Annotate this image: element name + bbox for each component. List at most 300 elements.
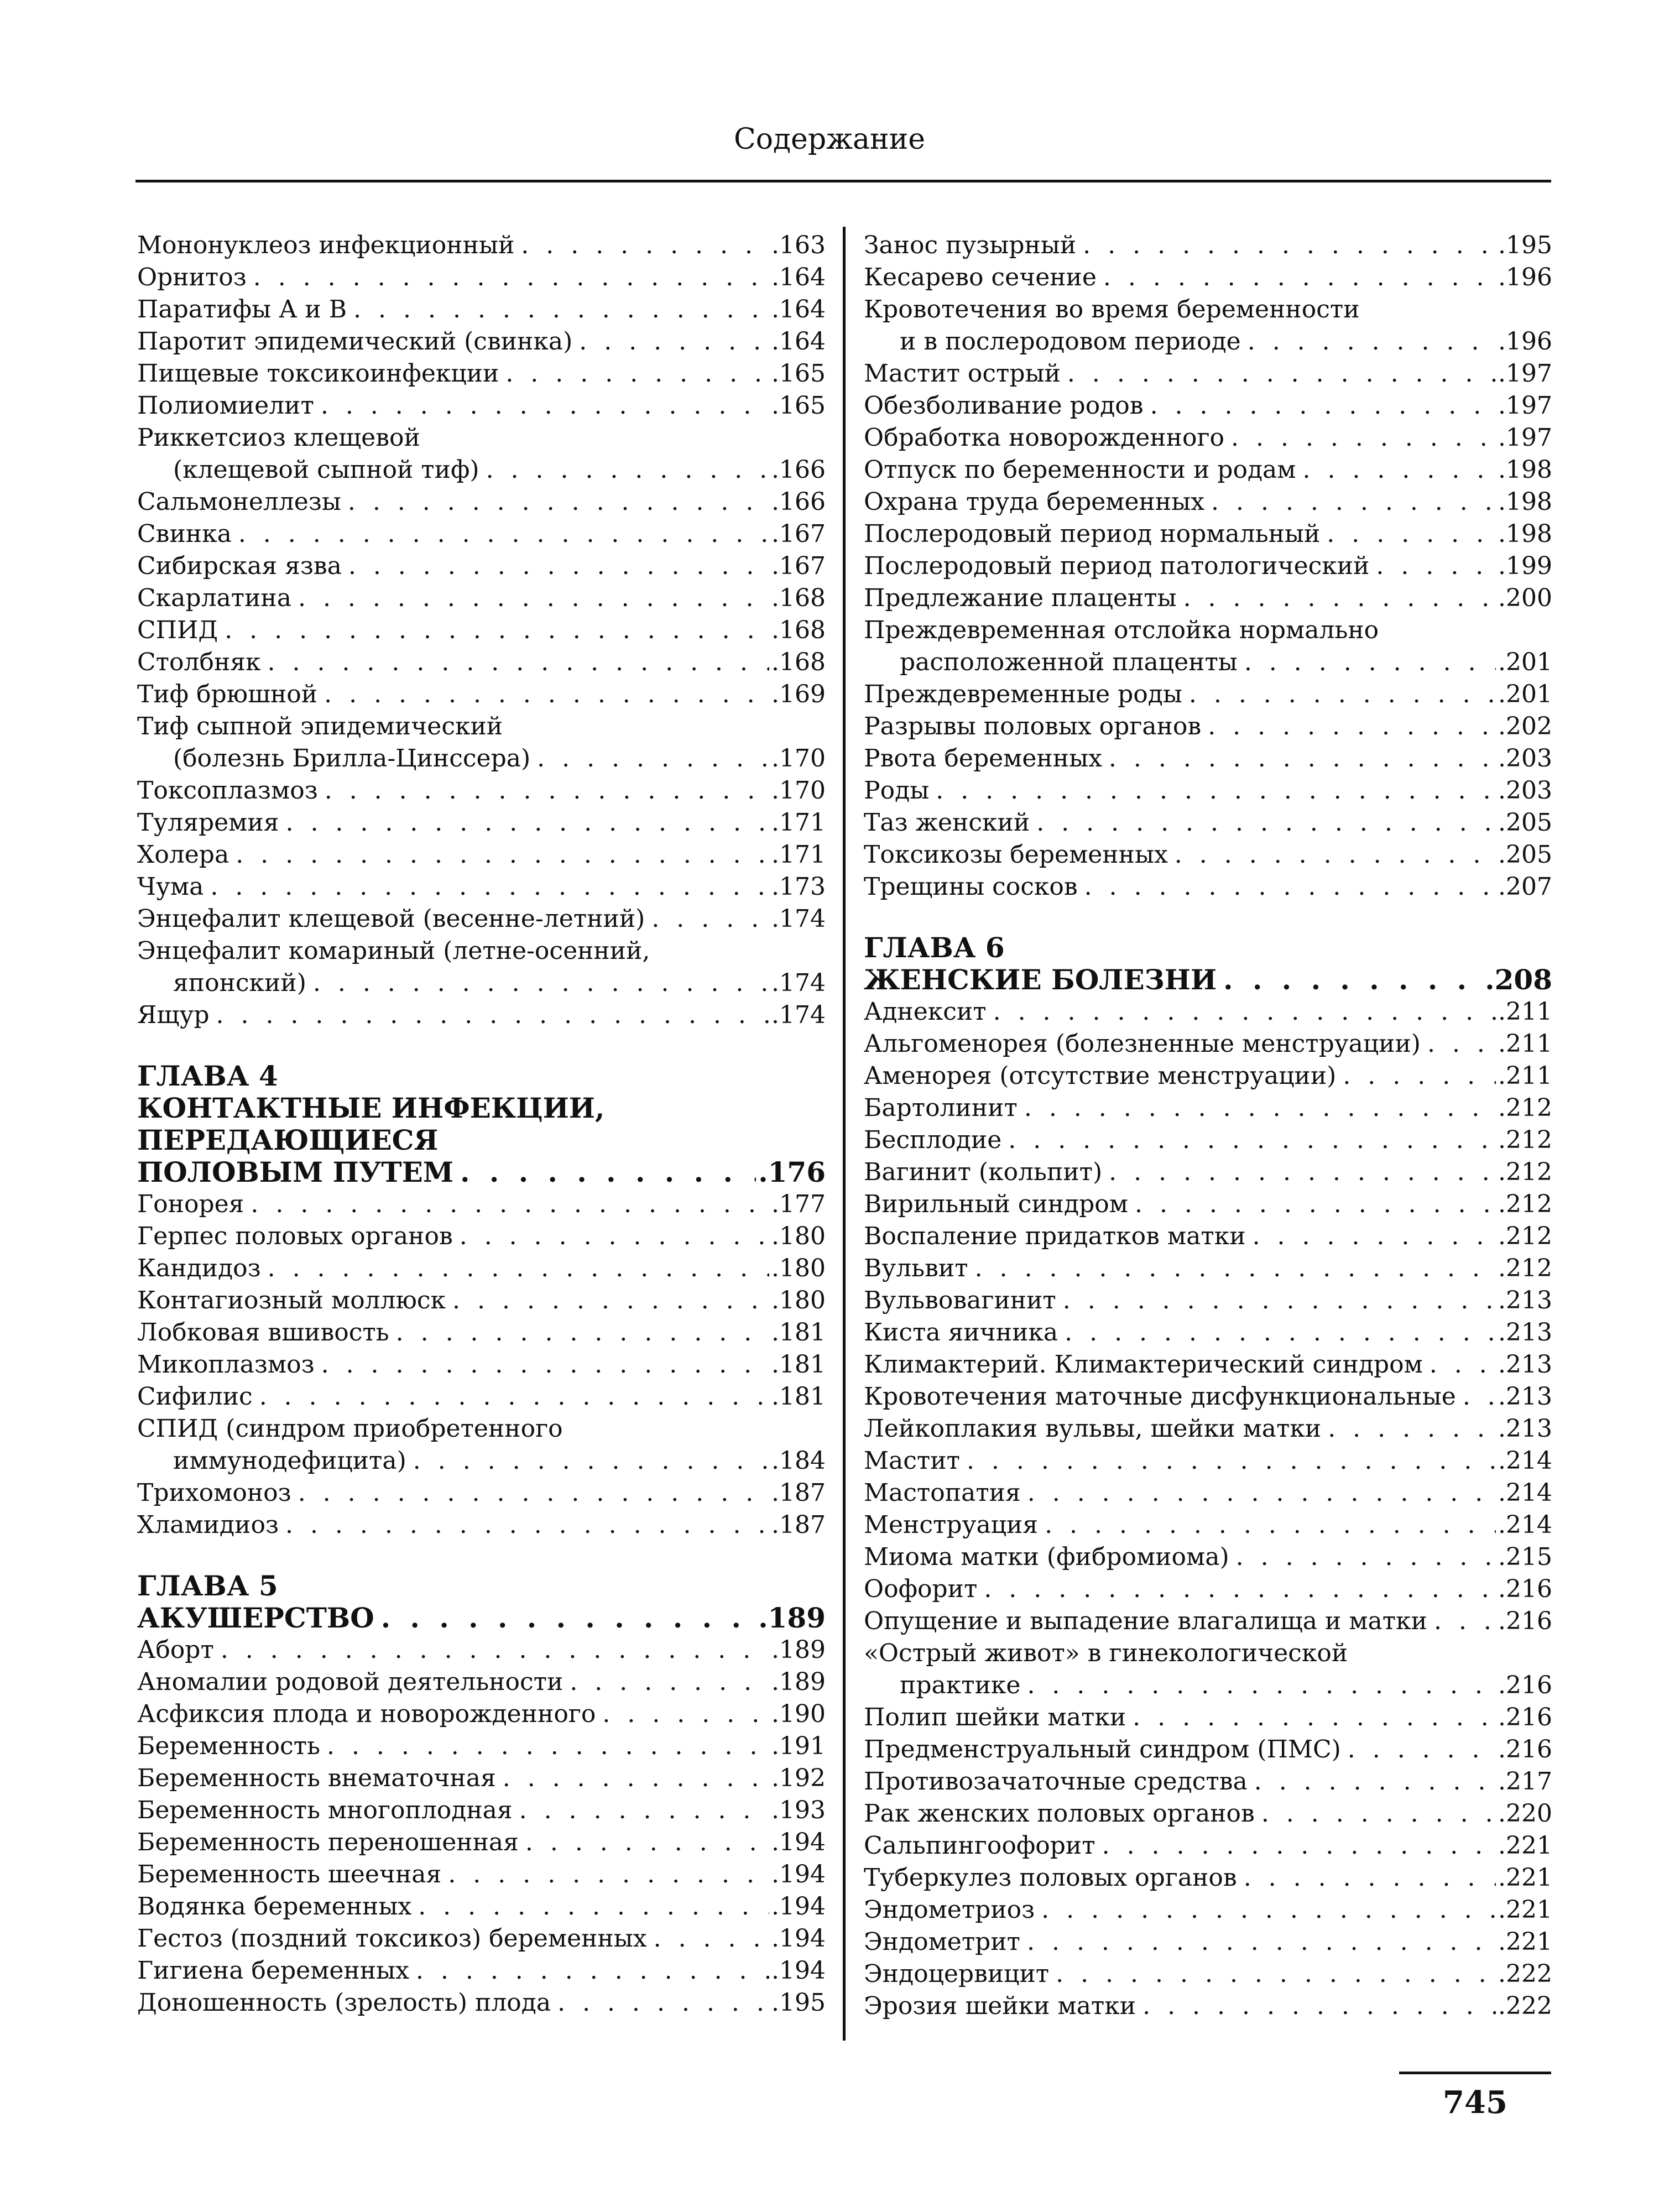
toc-entry-page: .203 [1498,776,1552,805]
dot-leader [993,996,1496,1028]
chapter-title-line: ПЕРЕДАЮЩИЕСЯ [137,1124,439,1156]
dot-leader [579,326,769,358]
toc-entry-title: Беременность шеечная [137,1860,442,1888]
toc-entry-page: .198 [1498,488,1552,516]
toc-entry-page: .189 [771,1668,826,1696]
toc-entry[interactable] [864,1798,1552,1830]
toc-entry[interactable] [137,1955,826,1987]
dot-leader [285,807,769,839]
dot-leader [1027,1670,1496,1702]
toc-entry-title: Кровотечения маточные дисфункциональные [864,1383,1456,1411]
dot-leader [1045,1509,1496,1541]
toc-entry[interactable] [864,1509,1552,1541]
toc-entry-title: Сифилис [137,1383,253,1411]
toc-entry-page: .222 [1498,1992,1552,2020]
toc-entry-continuation[interactable] [864,646,1552,679]
toc-entry[interactable] [137,711,826,743]
toc-entry[interactable] [864,1445,1552,1477]
toc-entry[interactable] [137,390,826,422]
dot-leader [1056,1958,1496,1990]
toc-entry-continuation[interactable] [137,454,826,486]
toc-entry[interactable] [864,1188,1552,1220]
toc-entry-page: .181 [771,1383,826,1411]
toc-entry[interactable] [864,1862,1552,1894]
toc-entry[interactable] [864,711,1552,743]
toc-entry-title: Беременность переношенная [137,1828,519,1856]
toc-entry[interactable] [137,775,826,807]
toc-entry-page: .221 [1498,1928,1552,1956]
toc-group [137,229,826,1031]
dot-leader [1036,807,1496,839]
toc-entry[interactable] [864,262,1552,294]
toc-entry-title: Аменорея (отсутствие менструации) [864,1062,1337,1090]
dot-leader [975,1253,1496,1285]
toc-entry[interactable] [137,582,826,614]
toc-entry[interactable] [864,1926,1552,1958]
toc-entry[interactable] [864,1381,1552,1413]
dot-leader [967,1445,1496,1477]
dot-leader [1236,1541,1496,1573]
dot-leader [259,1381,769,1413]
toc-entry[interactable] [864,775,1552,807]
toc-entry-title: Беременность многоплодная [137,1796,513,1824]
toc-entry-title: Преждевременные роды [864,680,1182,708]
dot-leader [313,967,769,999]
toc-entry[interactable] [137,1477,826,1509]
toc-entry-title: Рвота беременных [864,744,1102,773]
toc-entry[interactable] [137,1762,826,1794]
toc-entry-continuation[interactable] [137,743,826,775]
toc-entry[interactable] [137,1794,826,1827]
toc-entry-page: .198 [1498,520,1552,548]
toc-entry-title: Токсикозы беременных [864,841,1168,869]
toc-entry-page: .195 [771,1989,826,2017]
toc-entry-title: Скарлатина [137,584,291,612]
dot-leader [1254,1766,1496,1798]
toc-entry-title: Климактерий. Климактерический синдром [864,1350,1423,1379]
toc-entry[interactable] [137,1891,826,1923]
toc-entry-page: .174 [771,1001,826,1029]
toc-entry-page: .213 [1498,1286,1552,1314]
toc-entry[interactable] [864,1060,1552,1092]
toc-entry-page: .213 [1498,1415,1552,1443]
dot-leader [1434,1605,1496,1637]
toc-entry[interactable] [864,454,1552,486]
toc-entry-page: .214 [1498,1511,1552,1539]
toc-entry-page: .197 [1498,359,1552,388]
toc-entry-title: Вагинит (кольпит) [864,1158,1103,1186]
dot-leader [225,614,769,646]
toc-entry-title: Лейкоплакия вульвы, шейки матки [864,1415,1322,1443]
dot-leader [216,999,770,1031]
chapter-heading-6[interactable] [864,964,1552,996]
toc-entry-page: .194 [771,1892,826,1921]
toc-entry-continuation[interactable] [864,326,1552,358]
toc-entry-page: .177 [771,1190,826,1218]
toc-entry[interactable] [864,839,1552,871]
dot-leader [1430,1349,1496,1381]
dot-leader [1109,743,1496,775]
dot-leader [1103,262,1496,294]
toc-entry[interactable] [864,1990,1552,2022]
toc-entry-page: .213 [1498,1383,1552,1411]
toc-entry[interactable] [137,999,826,1031]
toc-entry-title: Роды [864,776,930,805]
toc-entry-page: .189 [771,1636,826,1664]
toc-entry[interactable] [864,1092,1552,1124]
toc-entry[interactable] [864,1220,1552,1253]
toc-group [137,1634,826,2019]
toc-entry[interactable] [137,1987,826,2019]
toc-entry-page: .203 [1498,744,1552,773]
toc-entry-title: Миома матки (фибромиома) [864,1543,1229,1571]
dot-leader [1211,486,1496,518]
toc-entry-title: Воспаление придатков матки [864,1222,1246,1250]
toc-entry-page: .201 [1498,680,1552,708]
toc-entry-title: Сальпингоофорит [864,1832,1095,1860]
toc-entry[interactable] [864,1413,1552,1445]
toc-entry[interactable] [137,1253,826,1285]
toc-entry-page: .165 [771,392,826,420]
toc-entry-title: Обезболивание родов [864,392,1144,420]
toc-entry-page: .205 [1498,808,1552,837]
toc-entry-title: Сибирская язва [137,552,342,580]
toc-entry[interactable] [137,486,826,518]
toc-entry-title: японский) [173,969,306,997]
toc-entry[interactable] [864,1573,1552,1605]
toc-entry[interactable] [137,358,826,390]
toc-entry[interactable] [864,1766,1552,1798]
toc-entry-page: .170 [771,776,826,805]
toc-entry[interactable] [864,1541,1552,1573]
toc-entry[interactable] [137,229,826,262]
dot-leader [396,1317,769,1349]
toc-entry-title: Гестоз (поздний токсикоз) беременных [137,1924,647,1953]
toc-entry[interactable] [864,1317,1552,1349]
dot-leader [236,839,769,871]
toc-entry-page: .197 [1498,392,1552,420]
dot-leader [285,1509,769,1541]
toc-entry[interactable] [864,807,1552,839]
dot-leader [1027,1477,1496,1509]
toc-entry-title: Вульвит [864,1254,968,1282]
toc-entry[interactable] [864,1285,1552,1317]
toc-entry[interactable] [137,550,826,582]
toc-entry-title: Полип шейки матки [864,1703,1126,1731]
toc-entry-title: Вульвовагинит [864,1286,1056,1314]
section-gap [137,1541,826,1570]
dot-leader [1083,229,1496,262]
dot-leader [1327,518,1496,550]
toc-entry-page: .211 [1498,998,1552,1026]
toc-entry[interactable] [864,550,1552,582]
toc-entry[interactable] [864,294,1552,326]
toc-entry[interactable] [137,1220,826,1253]
toc-entry-title: Трещины сосков [864,873,1078,901]
toc-entry-title: Полиомиелит [137,392,314,420]
dot-leader [1150,390,1496,422]
column-divider [843,227,846,2041]
dot-leader [1142,1990,1496,2022]
toc-entry[interactable] [864,390,1552,422]
toc-entry[interactable] [864,1156,1552,1188]
toc-entry-page: .168 [771,584,826,612]
toc-entry-title: Асфиксия плода и новорожденного [137,1700,596,1728]
toc-entry[interactable] [864,486,1552,518]
dot-leader [1135,1188,1496,1220]
toc-entry[interactable] [137,839,826,871]
toc-entry-title: и в послеродовом периоде [900,327,1241,356]
toc-entry-title: Эндоцервицит [864,1960,1050,1988]
toc-entry-title: Эндометрит [864,1928,1021,1956]
dot-leader [602,1698,769,1730]
toc-entry-title: Мастопатия [864,1479,1021,1507]
dot-leader [298,1477,769,1509]
toc-entry-page: .212 [1498,1126,1552,1154]
toc-entry[interactable] [864,422,1552,454]
toc-entry[interactable] [864,229,1552,262]
toc-entry-page: .171 [771,808,826,837]
toc-entry-page: .166 [771,456,826,484]
dot-leader [557,1987,769,2019]
dot-leader [521,229,769,262]
toc-entry-title: Ящур [137,1001,210,1029]
toc-entry[interactable] [864,1894,1552,1926]
dot-leader [324,679,769,711]
toc-entry-page: .216 [1498,1735,1552,1764]
toc-entry[interactable] [864,1830,1552,1862]
toc-entry-title: Гигиена беременных [137,1957,409,1985]
toc-entry-title: Эндометриоз [864,1896,1035,1924]
dot-leader [570,1666,769,1698]
toc-entry-page: .194 [771,1860,826,1888]
toc-entry-page: .221 [1498,1832,1552,1860]
toc-entry[interactable] [137,1634,826,1666]
toc-entry-title: Эрозия шейки матки [864,1992,1136,2020]
dot-leader [519,1794,769,1827]
toc-entry-title: Энцефалит клещевой (весенне-летний) [137,905,645,933]
toc-entry[interactable] [137,935,826,967]
toc-entry[interactable] [864,1702,1552,1734]
toc-entry-title: (клещевой сыпной тиф) [173,456,479,484]
toc-entry-page: .213 [1498,1318,1552,1347]
dot-leader [251,1188,769,1220]
toc-entry-title: Мононуклеоз инфекционный [137,231,515,259]
dot-leader [348,486,769,518]
dot-leader [1208,711,1496,743]
dot-leader [348,550,769,582]
toc-entry-page: .214 [1498,1447,1552,1475]
toc-entry[interactable] [864,582,1552,614]
toc-entry-page: .221 [1498,1896,1552,1924]
toc-entry[interactable] [137,1413,826,1445]
toc-entry-page: .190 [771,1700,826,1728]
toc-entry[interactable] [864,614,1552,646]
toc-entry-title: Контагиозный моллюск [137,1286,446,1314]
toc-entry[interactable] [137,262,826,294]
toc-entry-title: Гонорея [137,1190,244,1218]
dot-leader [1067,358,1496,390]
toc-entry-title: Хламидиоз [137,1511,279,1539]
toc-entry-title: СПИД [137,616,218,644]
toc-entry[interactable] [137,1923,826,1955]
toc-entry-page: .215 [1498,1543,1552,1571]
toc-entry[interactable] [137,903,826,935]
toc-entry[interactable] [864,1637,1552,1670]
dot-leader [381,1602,757,1634]
toc-entry-title: «Острый живот» в гинекологической [864,1639,1348,1667]
toc-entry[interactable] [864,679,1552,711]
toc-entry-page: .200 [1498,584,1552,612]
toc-entry[interactable] [864,1124,1552,1156]
toc-entry[interactable] [137,871,826,903]
toc-entry-continuation[interactable] [137,967,826,999]
dot-leader [221,1634,769,1666]
chapter-heading-5[interactable] [137,1602,826,1634]
toc-entry[interactable] [864,1605,1552,1637]
toc-entry-title: Охрана труда беременных [864,488,1205,516]
toc-entry[interactable] [137,1730,826,1762]
toc-entry[interactable] [137,326,826,358]
toc-entry-title: Орнитоз [137,263,247,291]
toc-entry[interactable] [137,1381,826,1413]
toc-entry[interactable] [137,294,826,326]
toc-entry[interactable] [864,1477,1552,1509]
toc-entry-page: .212 [1498,1222,1552,1250]
dot-leader [238,518,769,550]
toc-entry-page: .201 [1498,648,1552,676]
dot-leader [1063,1285,1496,1317]
toc-entry-page: .193 [771,1796,826,1824]
toc-entry-page: .164 [771,327,826,356]
toc-entry[interactable] [864,518,1552,550]
toc-entry-title: Мастит острый [864,359,1061,388]
toc-entry-title: Паротит эпидемический (свинка) [137,327,573,356]
chapter-heading-4[interactable] [137,1156,826,1188]
dot-leader [1463,1381,1496,1413]
toc-entry[interactable] [137,518,826,550]
dot-leader [327,1730,769,1762]
toc-entry-title: Противозачаточные средства [864,1767,1248,1796]
toc-entry-page: .180 [771,1254,826,1282]
toc-entry-continuation[interactable] [137,1445,826,1477]
toc-entry-page: .187 [771,1511,826,1539]
toc-entry[interactable] [137,679,826,711]
page-number: 745 [1443,2084,1507,2121]
toc-group [864,229,1552,903]
toc-entry-title: иммунодефицита) [173,1447,406,1475]
toc-entry-page: .168 [771,648,826,676]
toc-entry-title: Микоплазмоз [137,1350,315,1379]
toc-entry-page: .181 [771,1318,826,1347]
toc-entry-title: Таз женский [864,808,1030,837]
toc-entry-page: .205 [1498,841,1552,869]
toc-entry[interactable] [137,1188,826,1220]
dot-leader [936,775,1496,807]
toc-entry[interactable] [864,358,1552,390]
chapter-title: ЖЕНСКИЕ БОЛЕЗНИ [864,964,1217,996]
toc-group [137,1188,826,1541]
toc-entry-title: СПИД (синдром приобретенного [137,1415,563,1443]
toc-entry-title: Кровотечения во время беременности [864,295,1360,324]
toc-entry-title: практике [900,1671,1021,1699]
dot-leader [418,1891,769,1923]
toc-entry-page: .194 [771,1957,826,1985]
toc-entry-page: .164 [771,263,826,291]
toc-entry-title: Туляремия [137,808,279,837]
dot-leader [537,743,769,775]
dot-leader [505,358,769,390]
toc-entry-page: .213 [1498,1350,1552,1379]
toc-entry[interactable] [137,1317,826,1349]
toc-entry-page: .216 [1498,1671,1552,1699]
toc-entry-page: .174 [771,969,826,997]
toc-entry[interactable] [864,1253,1552,1285]
toc-entry[interactable] [864,743,1552,775]
toc-entry-page: .216 [1498,1703,1552,1731]
dot-leader [1248,326,1496,358]
toc-entry-title: Киста яичника [864,1318,1058,1347]
dot-leader [321,390,769,422]
toc-entry[interactable] [864,871,1552,903]
toc-entry-title: Аномалии родовой деятельности [137,1668,564,1696]
toc-entry-page: .220 [1498,1799,1552,1828]
dot-leader [1231,422,1496,454]
toc-entry[interactable] [864,1734,1552,1766]
toc-entry-continuation[interactable] [864,1670,1552,1702]
toc-entry-page: .197 [1498,424,1552,452]
dot-leader [1343,1060,1496,1092]
toc-entry-page: .211 [1498,1062,1552,1090]
toc-entry-page: .180 [771,1222,826,1250]
dot-leader [1041,1894,1496,1926]
toc-entry[interactable] [864,1349,1552,1381]
toc-entry[interactable] [137,1827,826,1859]
dot-leader [1024,1092,1496,1124]
toc-entry-title: Чума [137,873,204,901]
toc-entry-title: Разрывы половых органов [864,712,1202,740]
toc-entry[interactable] [137,1698,826,1730]
toc-entry-title: Тиф сыпной эпидемический [137,712,503,740]
toc-entry[interactable] [137,1349,826,1381]
toc-entry-title: Менструация [864,1511,1039,1539]
toc-entry[interactable] [137,807,826,839]
section-gap [864,903,1552,932]
toc-entry[interactable] [137,646,826,679]
toc-group [864,996,1552,2022]
toc-entry-page: .187 [771,1479,826,1507]
toc-entry[interactable] [137,1509,826,1541]
toc-entry[interactable] [137,614,826,646]
dot-leader [503,1762,769,1794]
toc-entry[interactable] [137,422,826,454]
toc-entry[interactable] [137,1285,826,1317]
toc-entry[interactable] [864,996,1552,1028]
toc-entry[interactable] [137,1859,826,1891]
toc-entry[interactable] [137,1666,826,1698]
dot-leader [1102,1830,1496,1862]
toc-entry-title: Беременность внематочная [137,1764,496,1792]
toc-entry-title: Аборт [137,1636,214,1664]
toc-entry-page: .212 [1498,1254,1552,1282]
toc-entry[interactable] [864,1028,1552,1060]
toc-entry-title: Оофорит [864,1575,978,1603]
toc-entry-page: .174 [771,905,826,933]
toc-entry-title: Занос пузырный [864,231,1077,259]
dot-leader [486,454,769,486]
toc-entry[interactable] [864,1958,1552,1990]
chapter-label: ГЛАВА 5 [137,1569,278,1602]
